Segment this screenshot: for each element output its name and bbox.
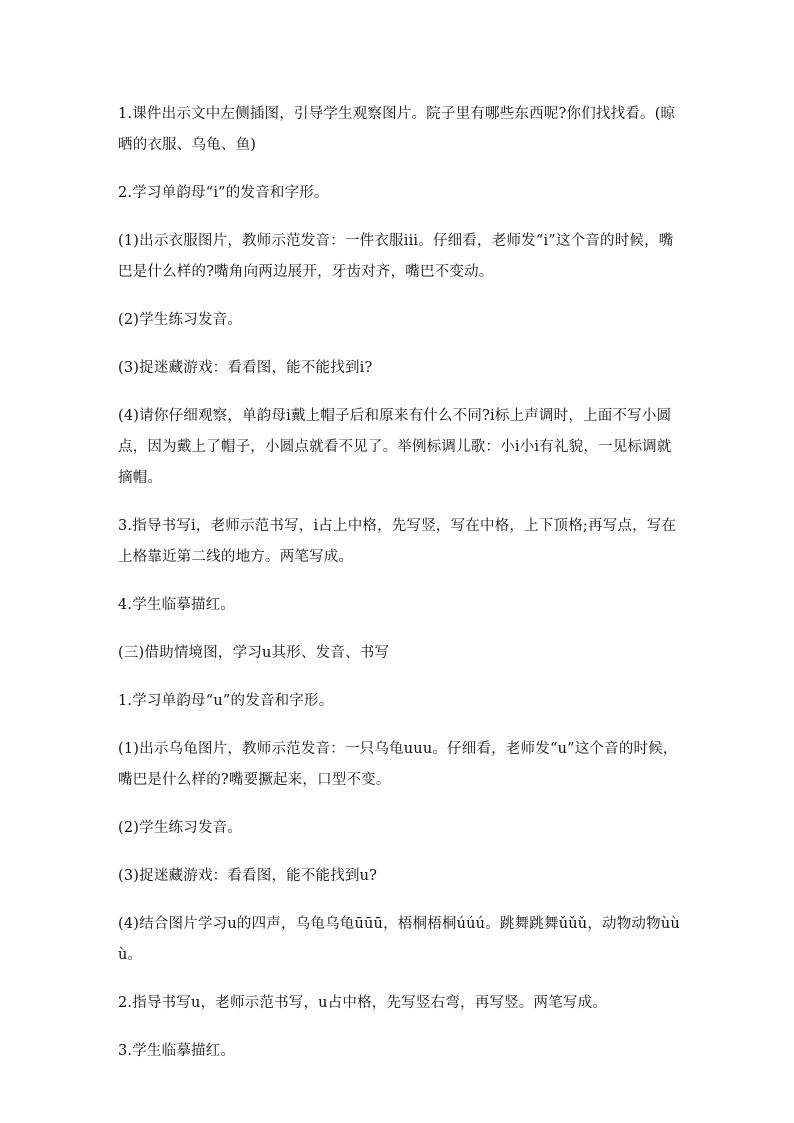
paragraph-i-pronunciation: (1)出示衣服图片，教师示范发音：一件衣服iii。仔细看，老师发“i”这个音的时候，嘴巴是什么样的?嘴角向两边展开，牙齿对齐，嘴巴不变动。	[118, 233, 674, 280]
paragraph-i-writing: 3.指导书写i，老师示范书写，i占上中格，先写竖，写在中格，上下顶格;再写点，写在上格靠近第二线的地方。两笔写成。	[118, 518, 677, 565]
paragraph-i-tracing: 4.学生临摹描红。	[118, 597, 236, 613]
paragraph-learn-i-heading: 2.学习单韵母“i”的发音和字形。	[118, 185, 329, 201]
paragraph-u-four-tones: (4)结合图片学习u的四声，乌龟乌龟ūūū，梧桐梧桐úúú。跳舞跳舞ǔǔǔ，动物动物ùùù。	[118, 916, 680, 963]
paragraph-u-practice: (2)学生练习发音。	[118, 820, 243, 836]
paragraph-i-practice: (2)学生练习发音。	[118, 312, 243, 328]
section-heading-u: (三)借助情境图，学习u其形、发音、书写	[118, 645, 390, 661]
paragraph-u-tracing: 3.学生临摹描红。	[118, 1043, 236, 1059]
document-body	[118, 99, 684, 1084]
paragraph-u-hide-and-seek: (3)捉迷藏游戏：看看图，能不能找到u?	[118, 868, 378, 884]
paragraph-observe-illustration: 1.课件出示文中左侧插图，引导学生观察图片。院子里有哪些东西呢?你们找找看。(晾晒的衣服、乌龟、鱼)	[118, 106, 676, 153]
paragraph-u-writing: 2.指导书写u，老师示范书写，u占中格，先写竖右弯，再写竖。两笔写成。	[118, 995, 608, 1011]
paragraph-u-pronunciation: (1)出示乌龟图片，教师示范发音：一只乌龟uuu。仔细看，老师发“u”这个音的时候，嘴巴是什么样的?嘴要撅起来，口型不变。	[118, 741, 678, 788]
paragraph-learn-u-heading: 1.学习单韵母“u”的发音和字形。	[118, 693, 334, 709]
paragraph-i-tone-marks: (4)请你仔细观察，单韵母i戴上帽子后和原来有什么不同?i标上声调时，上面不写小圆点，因为戴上了帽子，小圆点就看不见了。举例标调儿歌：小i小i有礼貌，一见标调就摘帽。	[118, 408, 672, 486]
paragraph-i-hide-and-seek: (3)捉迷藏游戏：看看图，能不能找到i?	[118, 360, 373, 376]
